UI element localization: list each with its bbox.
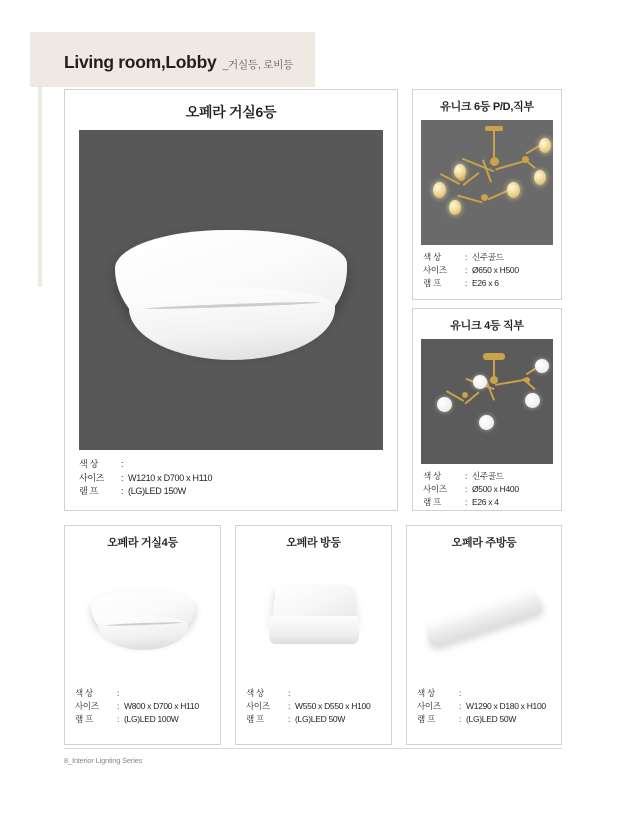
ceiling-light-illustration: [115, 230, 347, 362]
spec-label-lamp: 램 프: [423, 496, 441, 507]
spec-label-color: 색 상: [417, 688, 435, 698]
spec-colon: :: [288, 700, 291, 711]
spec-value-color: [124, 687, 212, 700]
spec-value-size: Ø650 x H500: [472, 264, 519, 275]
spec-row-size: [423, 483, 553, 496]
product-title: 오페라 주방등: [451, 537, 517, 549]
linear-ceiling-light-illustration: [423, 584, 546, 653]
spec-colon: :: [465, 264, 468, 275]
spec-colon: :: [288, 688, 291, 698]
spec-row-size: [79, 472, 397, 486]
spec-label-size: 사이즈: [246, 700, 270, 711]
spec-value-size: W1210 x D700 x H110: [128, 472, 213, 483]
spec-value-color: [128, 458, 397, 472]
spec-colon: :: [465, 483, 468, 494]
spec-colon: :: [121, 459, 124, 469]
spec-row-color: [423, 470, 553, 483]
spec-row-lamp: [417, 713, 553, 726]
product-spec: [65, 450, 397, 499]
spec-row-lamp: [423, 496, 553, 509]
spec-label-size: 사이즈: [423, 264, 447, 275]
spec-value-color: [295, 687, 383, 700]
spec-label-size: 사이즈: [417, 700, 441, 711]
spec-value-size: Ø500 x H400: [472, 483, 519, 494]
product-title: 유니크 4등 직부: [450, 320, 524, 332]
spec-row-size: [246, 700, 383, 713]
spec-value-size: W550 x D550 x H100: [295, 700, 371, 711]
spec-value-color: 신주골드: [472, 471, 504, 481]
product-card-unique-6-pd[interactable]: [412, 89, 562, 300]
spec-colon: :: [288, 713, 291, 724]
page-header: [64, 52, 293, 73]
product-title: 오페라 거실6등: [185, 104, 277, 120]
spec-label-color: 색 상: [246, 688, 264, 698]
spec-label-color: 색 상: [423, 471, 441, 481]
product-card-opera-kitchen[interactable]: [406, 525, 562, 745]
spec-label-size: 사이즈: [75, 700, 99, 711]
product-spec: [407, 681, 561, 731]
spec-value-lamp: E26 x 4: [472, 496, 499, 507]
spec-colon: :: [121, 486, 124, 496]
spec-label-lamp: 램 프: [75, 713, 93, 724]
product-photo: [421, 120, 553, 245]
product-card-opera-room[interactable]: [235, 525, 392, 745]
spec-row-color: [417, 687, 553, 700]
product-card-opera-living-6[interactable]: [64, 89, 398, 511]
chandelier-illustration: [421, 339, 553, 464]
spec-value-lamp: (LG)LED 50W: [466, 713, 517, 724]
page-footer: 8_Interior Lignting Series: [64, 756, 143, 765]
product-spec: [413, 245, 561, 295]
spec-colon: :: [465, 277, 468, 288]
page-subtitle: _거실등, 로비등: [222, 59, 294, 71]
product-card-opera-living-4[interactable]: [64, 525, 221, 745]
spec-label-size: 사이즈: [423, 483, 447, 494]
spec-colon: :: [465, 252, 468, 262]
spec-row-lamp: [423, 277, 553, 290]
spec-value-color: [466, 687, 553, 700]
spec-label-lamp: 램 프: [79, 486, 98, 496]
spec-colon: :: [459, 688, 462, 698]
spec-label-lamp: 램 프: [246, 713, 264, 724]
spec-colon: :: [465, 471, 468, 481]
product-title: 유니크 6등 P/D,직부: [440, 101, 534, 113]
spec-colon: :: [117, 688, 120, 698]
footer-divider: [64, 748, 562, 749]
spec-label-lamp: 램 프: [423, 277, 441, 288]
spec-row-size: [75, 700, 212, 713]
spec-value-size: W800 x D700 x H110: [124, 700, 199, 711]
spec-row-size: [417, 700, 553, 713]
spec-value-lamp: (LG)LED 150W: [128, 486, 186, 496]
spec-colon: :: [459, 713, 462, 724]
product-spec: [65, 681, 220, 731]
product-photo: [79, 130, 383, 450]
spec-colon: :: [465, 496, 468, 507]
spec-label-color: 색 상: [75, 688, 93, 698]
spec-row-color: [75, 687, 212, 700]
side-accent-band: [38, 32, 42, 287]
spec-value-color: 신주골드: [472, 252, 504, 262]
product-photo: [415, 556, 553, 681]
spec-row-color: [79, 458, 397, 472]
spec-row-lamp: [79, 485, 397, 499]
ceiling-light-illustration: [91, 590, 195, 652]
product-card-unique-4-direct[interactable]: [412, 308, 562, 511]
spec-colon: :: [121, 472, 124, 483]
spec-value-lamp: (LG)LED 50W: [295, 713, 346, 724]
spec-value-lamp: E26 x 6: [472, 277, 499, 288]
spec-colon: :: [117, 700, 120, 711]
product-title: 오페라 거실4등: [107, 537, 178, 549]
product-spec: [413, 464, 561, 514]
product-title: 오페라 방등: [286, 537, 341, 549]
page-title: Living room,Lobby: [64, 52, 217, 72]
spec-row-lamp: [75, 713, 212, 726]
product-spec: [236, 681, 391, 731]
square-ceiling-light-illustration: [266, 582, 362, 656]
spec-value-lamp: (LG)LED 100W: [124, 713, 179, 724]
spec-row-size: [423, 264, 553, 277]
product-photo: [244, 556, 383, 681]
spec-colon: :: [459, 700, 462, 711]
spec-colon: :: [117, 713, 120, 724]
spec-row-color: [423, 251, 553, 264]
spec-label-color: 색 상: [423, 252, 441, 262]
chandelier-illustration: [421, 120, 553, 245]
spec-row-color: [246, 687, 383, 700]
spec-value-size: W1290 x D180 x H100: [466, 700, 546, 711]
spec-label-color: 색 상: [79, 459, 98, 469]
spec-label-size: 사이즈: [79, 472, 105, 483]
product-photo: [421, 339, 553, 464]
product-photo: [73, 556, 212, 681]
spec-row-lamp: [246, 713, 383, 726]
spec-label-lamp: 램 프: [417, 713, 435, 724]
